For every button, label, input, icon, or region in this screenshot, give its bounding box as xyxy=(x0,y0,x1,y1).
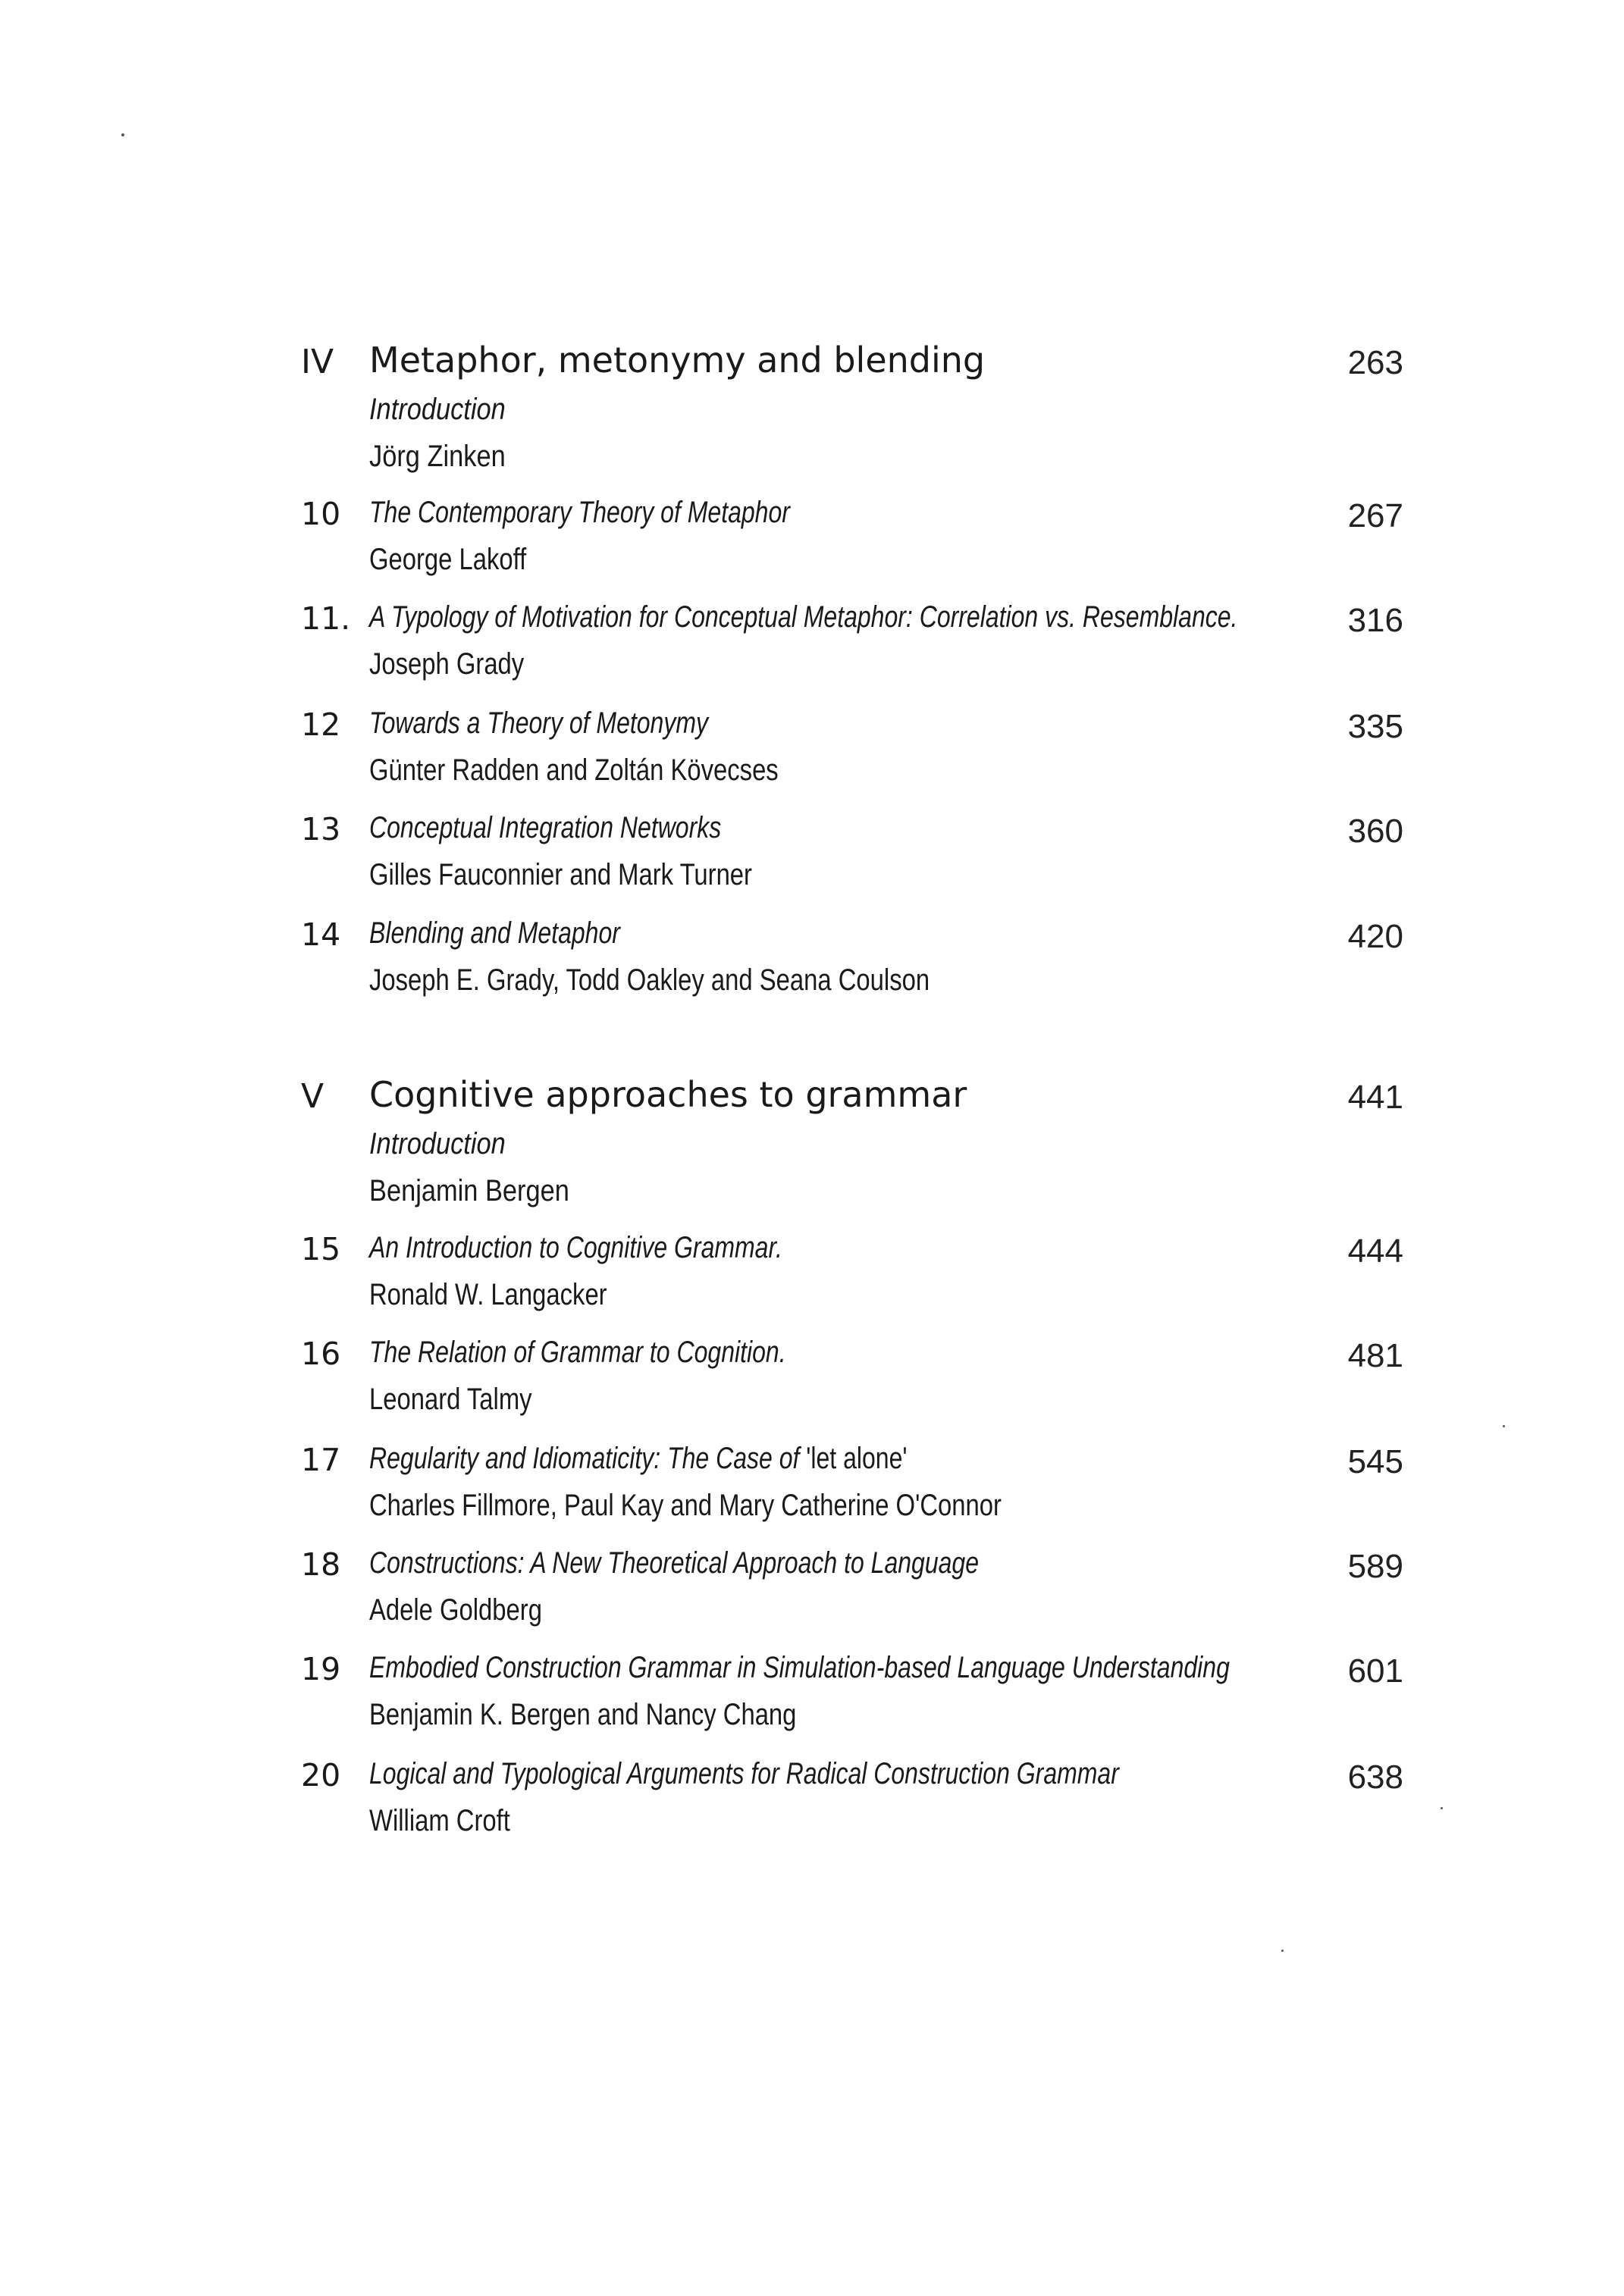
chapter-title xyxy=(369,1336,786,1370)
chapter-title xyxy=(369,1231,782,1265)
intro-author: Jörg Zinken xyxy=(369,440,506,473)
chapter-entry xyxy=(0,1649,1624,1748)
chapter-number: 14 xyxy=(301,916,341,953)
chapter-title-text: Constructions: A New Theoretical Approach to Language xyxy=(369,1546,980,1580)
chapter-page-number: 601 xyxy=(1347,1652,1403,1690)
part-title: Cognitive approaches to grammar xyxy=(369,1074,967,1115)
chapter-title-text: The Contemporary Theory of Metaphor xyxy=(369,496,790,529)
intro-author: Benjamin Bergen xyxy=(369,1174,569,1208)
chapter-author: Leonard Talmy xyxy=(369,1383,532,1416)
part-heading xyxy=(0,1074,1624,1123)
chapter-page-number: 444 xyxy=(1347,1233,1403,1270)
chapter-title-text: The Relation of Grammar to Cognition. xyxy=(369,1336,786,1369)
scan-speck xyxy=(121,133,124,136)
scan-speck xyxy=(1503,1425,1505,1427)
part-number: V xyxy=(301,1077,324,1116)
chapter-page-number: 420 xyxy=(1347,918,1403,955)
chapter-title-text: An Introduction to Cognitive Grammar. xyxy=(369,1231,782,1264)
chapter-title xyxy=(369,916,620,951)
chapter-title xyxy=(369,1442,907,1476)
chapter-title-suffix: 'let alone' xyxy=(806,1442,908,1475)
chapter-number: 11. xyxy=(301,600,351,637)
chapter-title xyxy=(369,496,790,530)
chapter-number: 12 xyxy=(301,706,341,743)
chapter-title-text: Embodied Construction Grammar in Simulation-based Language Understanding xyxy=(369,1651,1230,1684)
chapter-entry xyxy=(0,599,1624,697)
chapter-title xyxy=(369,600,1237,634)
chapter-number: 20 xyxy=(301,1757,341,1793)
chapter-title-text: Conceptual Integration Networks xyxy=(369,811,722,844)
scan-speck xyxy=(1281,1950,1284,1952)
part-page-number: 441 xyxy=(1347,1079,1403,1116)
chapter-author: Günter Radden and Zoltán Kövecses xyxy=(369,753,779,787)
chapter-entry xyxy=(0,915,1624,1013)
chapter-entry xyxy=(0,1334,1624,1433)
part-title: Metaphor, metonymy and blending xyxy=(369,340,986,381)
chapter-title-text: Towards a Theory of Metonymy xyxy=(369,706,708,740)
chapter-entry xyxy=(0,810,1624,908)
chapter-title-text: A Typology of Motivation for Conceptual Metaphor: Correlation vs. Resemblance. xyxy=(369,600,1238,634)
chapter-author: Charles Fillmore, Paul Kay and Mary Catherine O'Connor xyxy=(369,1489,1002,1522)
chapter-page-number: 545 xyxy=(1347,1443,1403,1480)
chapter-entry xyxy=(0,705,1624,803)
chapter-number: 16 xyxy=(301,1336,341,1372)
chapter-author: Joseph Grady xyxy=(369,647,525,681)
chapter-author: Gilles Fauconnier and Mark Turner xyxy=(369,858,752,891)
chapter-entry xyxy=(0,494,1624,593)
part-heading xyxy=(0,340,1624,388)
chapter-title-text: Blending and Metaphor xyxy=(369,916,620,950)
chapter-author: Benjamin K. Bergen and Nancy Chang xyxy=(369,1698,797,1731)
chapter-author: William Croft xyxy=(369,1804,510,1837)
chapter-title xyxy=(369,1546,979,1580)
chapter-author: Adele Goldberg xyxy=(369,1593,542,1627)
chapter-number: 13 xyxy=(301,811,341,847)
chapter-page-number: 638 xyxy=(1347,1759,1403,1796)
intro-label: Introduction xyxy=(369,1127,506,1161)
chapter-number: 15 xyxy=(301,1231,341,1267)
chapter-title xyxy=(369,1651,1230,1685)
chapter-page-number: 267 xyxy=(1347,497,1403,534)
chapter-title xyxy=(369,1757,1119,1791)
chapter-title-text: Regularity and Idiomaticity: The Case of xyxy=(369,1442,807,1475)
chapter-entry xyxy=(0,1756,1624,1854)
chapter-title xyxy=(369,706,708,741)
scan-speck xyxy=(1441,1807,1443,1809)
chapter-page-number: 481 xyxy=(1347,1337,1403,1374)
chapter-number: 18 xyxy=(301,1546,341,1583)
chapter-title-text: Logical and Typological Arguments for Radical Construction Grammar xyxy=(369,1757,1119,1790)
chapter-entry xyxy=(0,1440,1624,1539)
chapter-number: 10 xyxy=(301,496,341,532)
intro-label: Introduction xyxy=(369,393,506,426)
chapter-page-number: 335 xyxy=(1347,708,1403,745)
chapter-entry xyxy=(0,1545,1624,1643)
chapter-page-number: 589 xyxy=(1347,1548,1403,1585)
chapter-title xyxy=(369,811,721,845)
chapter-page-number: 316 xyxy=(1347,602,1403,639)
part-number: IV xyxy=(301,343,334,381)
chapter-number: 17 xyxy=(301,1442,341,1478)
chapter-author: Joseph E. Grady, Todd Oakley and Seana Coulson xyxy=(369,963,930,997)
chapter-author: Ronald W. Langacker xyxy=(369,1278,607,1311)
chapter-number: 19 xyxy=(301,1651,341,1687)
chapter-page-number: 360 xyxy=(1347,813,1403,850)
chapter-entry xyxy=(0,1229,1624,1328)
part-page-number: 263 xyxy=(1347,344,1403,381)
chapter-author: George Lakoff xyxy=(369,543,527,576)
